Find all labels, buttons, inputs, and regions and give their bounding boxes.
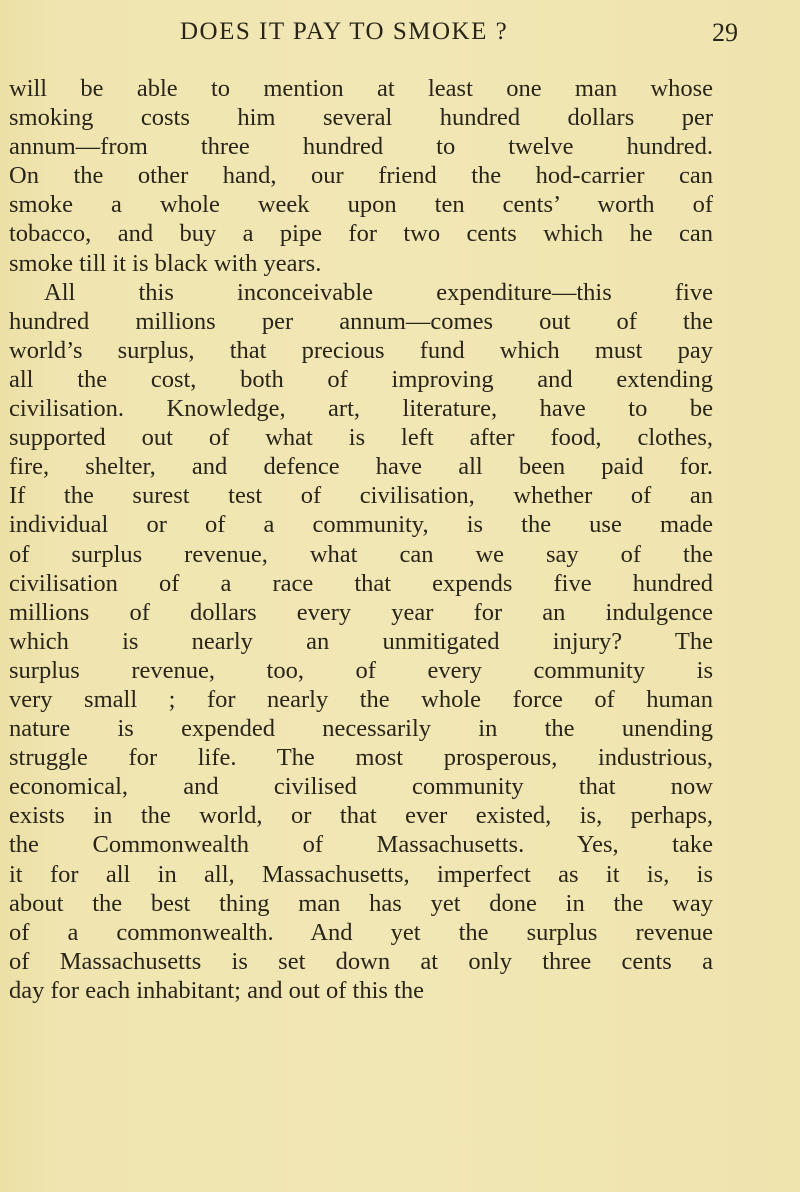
- running-title: DOES IT PAY TO SMOKE ?: [180, 18, 509, 45]
- text-line: civilisation of a race that expends five hundred: [9, 569, 713, 597]
- text-line: If the surest test of civilisation, whether of an: [9, 482, 713, 510]
- text-line: very small ; for nearly the whole force of human: [9, 685, 713, 713]
- text-line: individual or of a community, is the use made: [9, 511, 713, 539]
- text-line: nature is expended necessarily in the unending: [9, 715, 713, 743]
- text-line: economical, and civilised community that now: [9, 773, 713, 801]
- text-line: day for each inhabitant; and out of this the: [9, 976, 425, 1004]
- text-line: world’s surplus, that precious fund which must pay: [9, 336, 713, 364]
- text-line: All this inconceivable expenditure—this five: [44, 278, 713, 306]
- text-line: smoke till it is black with years.: [9, 249, 322, 277]
- text-line: the Commonwealth of Massachusetts. Yes, take: [9, 831, 713, 859]
- page-number: 29: [712, 18, 738, 47]
- text-line: annum—from three hundred to twelve hundred.: [9, 133, 713, 161]
- text-line: all the cost, both of improving and extending: [9, 365, 713, 393]
- text-line: tobacco, and buy a pipe for two cents which he can: [9, 220, 713, 248]
- text-line: surplus revenue, too, of every community is: [9, 656, 713, 684]
- text-line: of Massachusetts is set down at only three cents a: [9, 947, 713, 975]
- text-line: it for all in all, Massachusetts, imperfect as it is, is: [9, 860, 713, 888]
- text-line: exists in the world, or that ever existed, is, perhaps,: [9, 802, 713, 830]
- text-line: struggle for life. The most prosperous, industrious,: [9, 744, 713, 772]
- body-text: [9, 74, 713, 1005]
- text-line: On the other hand, our friend the hod-carrier can: [9, 162, 713, 190]
- text-line: civilisation. Knowledge, art, literature, have to be: [9, 395, 713, 423]
- text-line: which is nearly an unmitigated injury? The: [9, 627, 713, 655]
- text-line: millions of dollars every year for an indulgence: [9, 598, 713, 626]
- text-line: smoking costs him several hundred dollars per: [9, 104, 713, 132]
- text-line: smoke a whole week upon ten cents’ worth of: [9, 191, 713, 219]
- text-line: fire, shelter, and defence have all been paid for.: [9, 453, 713, 481]
- text-line: about the best thing man has yet done in the way: [9, 889, 713, 917]
- running-head: [0, 18, 800, 48]
- text-line: hundred millions per annum—comes out of the: [9, 307, 713, 335]
- text-line: supported out of what is left after food, clothes,: [9, 424, 713, 452]
- text-line: of a commonwealth. And yet the surplus revenue: [9, 918, 713, 946]
- text-line: of surplus revenue, what can we say of the: [9, 540, 713, 568]
- text-line: will be able to mention at least one man whose: [9, 75, 713, 102]
